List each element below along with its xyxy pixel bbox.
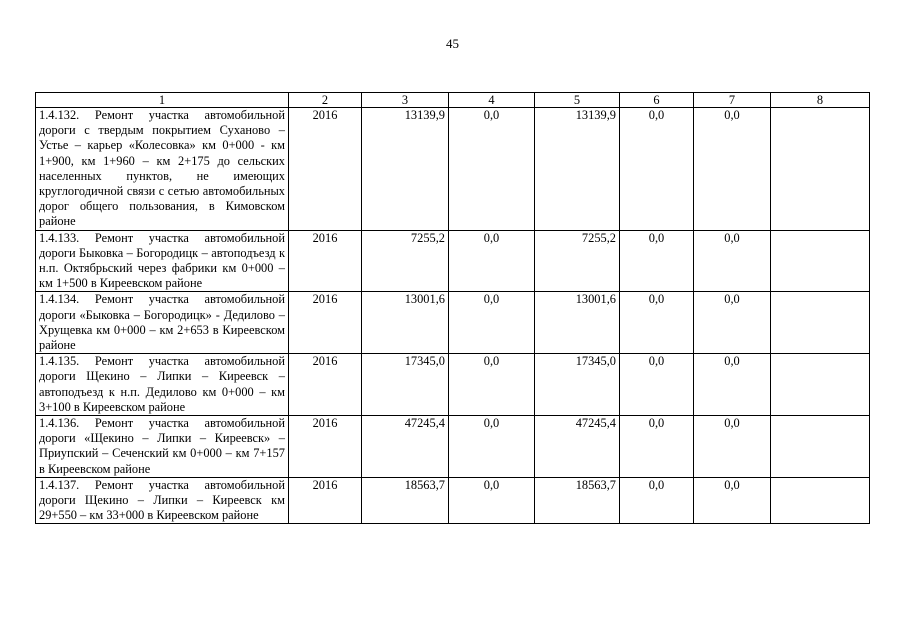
table-header xyxy=(36,93,870,108)
header-col-2: 2 xyxy=(289,93,362,108)
row-col-6: 0,0 xyxy=(620,230,694,292)
row-col-6: 0,0 xyxy=(620,292,694,354)
row-col-7: 0,0 xyxy=(694,108,771,231)
row-description: 1.4.135. Ремонт участка автомобильной дороги Щекино – Липки – Киреевск – автоподъезд к н.п. Дедилово км 0+000 – км 3+100 в Киреевском районе xyxy=(36,354,289,416)
row-col-5: 47245,4 xyxy=(535,416,620,478)
row-year: 2016 xyxy=(289,354,362,416)
header-col-4: 4 xyxy=(449,93,535,108)
row-col-8 xyxy=(771,230,870,292)
row-col-5: 17345,0 xyxy=(535,354,620,416)
page-number: 45 xyxy=(446,36,459,51)
row-year: 2016 xyxy=(289,230,362,292)
row-col-6: 0,0 xyxy=(620,416,694,478)
row-col-6: 0,0 xyxy=(620,108,694,231)
row-col-5: 18563,7 xyxy=(535,477,620,524)
row-col-7: 0,0 xyxy=(694,416,771,478)
row-col-4: 0,0 xyxy=(449,108,535,231)
row-description: 1.4.136. Ремонт участка автомобильной дороги «Щекино – Липки – Киреевск» – Приупский – Сеченский км 0+000 – км 7+157 в Киреевском районе xyxy=(36,416,289,478)
row-col-6: 0,0 xyxy=(620,477,694,524)
row-col-4: 0,0 xyxy=(449,292,535,354)
row-col-3: 17345,0 xyxy=(362,354,449,416)
row-col-4: 0,0 xyxy=(449,416,535,478)
row-col-8 xyxy=(771,292,870,354)
row-col-5: 13139,9 xyxy=(535,108,620,231)
row-description: 1.4.133. Ремонт участка автомобильной дороги Быковка – Богородицк – автоподъезд к н.п. Октябрьский через фабрики км 0+000 – км 1+500 в Киреевском районе xyxy=(36,230,289,292)
row-col-5: 13001,6 xyxy=(535,292,620,354)
header-row xyxy=(36,93,870,108)
table-row xyxy=(36,230,870,292)
row-col-7: 0,0 xyxy=(694,354,771,416)
row-col-8 xyxy=(771,108,870,231)
header-col-7: 7 xyxy=(694,93,771,108)
row-year: 2016 xyxy=(289,292,362,354)
row-col-3: 7255,2 xyxy=(362,230,449,292)
table-row xyxy=(36,108,870,231)
row-col-3: 18563,7 xyxy=(362,477,449,524)
table-body xyxy=(36,108,870,524)
row-col-8 xyxy=(771,354,870,416)
table-row xyxy=(36,477,870,524)
header-col-1: 1 xyxy=(36,93,289,108)
row-col-7: 0,0 xyxy=(694,292,771,354)
row-col-3: 13139,9 xyxy=(362,108,449,231)
row-col-5: 7255,2 xyxy=(535,230,620,292)
row-col-3: 13001,6 xyxy=(362,292,449,354)
row-col-6: 0,0 xyxy=(620,354,694,416)
table-row xyxy=(36,292,870,354)
table-row xyxy=(36,416,870,478)
row-col-4: 0,0 xyxy=(449,477,535,524)
table-row xyxy=(36,354,870,416)
row-year: 2016 xyxy=(289,108,362,231)
header-col-5: 5 xyxy=(535,93,620,108)
row-col-4: 0,0 xyxy=(449,354,535,416)
row-col-7: 0,0 xyxy=(694,230,771,292)
row-year: 2016 xyxy=(289,416,362,478)
row-col-3: 47245,4 xyxy=(362,416,449,478)
row-description: 1.4.132. Ремонт участка автомобильной дороги с твердым покрытием Суханово – Устье – карьер «Колесовка» км 0+000 - км 1+900, км 1+960 – км 2+175 до сельских населенных пунктов, не имеющих круглогодичной связи с сетью автомобильных дорог общего пользования, в Кимовском районе xyxy=(36,108,289,231)
row-description: 1.4.137. Ремонт участка автомобильной дороги Щекино – Липки – Киреевск км 29+550 – км 33+000 в Киреевском районе xyxy=(36,477,289,524)
row-col-7: 0,0 xyxy=(694,477,771,524)
row-col-8 xyxy=(771,416,870,478)
row-col-8 xyxy=(771,477,870,524)
header-col-8: 8 xyxy=(771,93,870,108)
header-col-6: 6 xyxy=(620,93,694,108)
row-year: 2016 xyxy=(289,477,362,524)
road-repair-table xyxy=(35,92,870,524)
row-col-4: 0,0 xyxy=(449,230,535,292)
row-description: 1.4.134. Ремонт участка автомобильной дороги «Быковка – Богородицк» - Дедилово – Хрущевка км 0+000 – км 2+653 в Киреевском районе xyxy=(36,292,289,354)
header-col-3: 3 xyxy=(362,93,449,108)
